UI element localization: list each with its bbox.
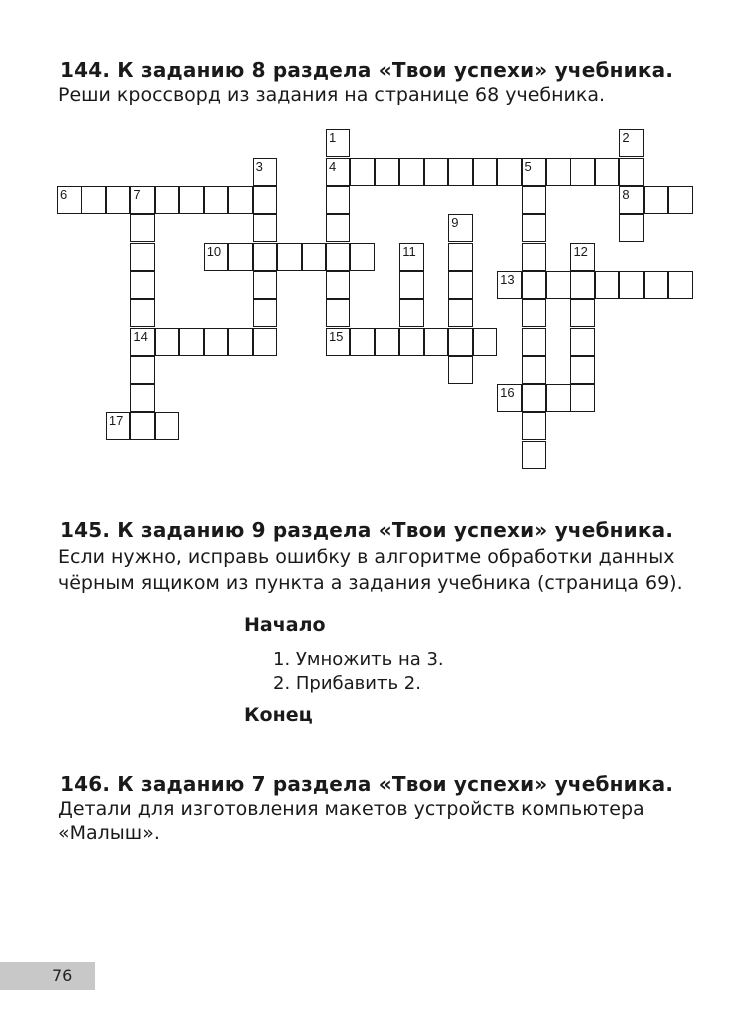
crossword-cell-17[interactable] — [106, 412, 131, 440]
crossword-cell[interactable] — [130, 243, 155, 271]
crossword-cell[interactable] — [522, 328, 547, 356]
crossword-cell[interactable] — [253, 271, 278, 299]
task-144-title: 144. К заданию 8 раздела «Твои успехи» учебника. — [60, 58, 674, 82]
crossword-cell[interactable] — [522, 186, 547, 214]
crossword-cell-16[interactable] — [497, 384, 522, 412]
crossword-cell[interactable] — [130, 356, 155, 384]
crossword-cell[interactable] — [595, 271, 620, 299]
crossword-cell[interactable] — [546, 158, 571, 186]
crossword-cell[interactable] — [399, 158, 424, 186]
crossword-cell[interactable] — [644, 271, 669, 299]
clue-number: 10 — [206, 243, 222, 259]
page-number-bar — [0, 962, 95, 990]
crossword-cell[interactable] — [130, 214, 155, 242]
crossword-cell-9[interactable] — [448, 214, 473, 242]
crossword-cell[interactable] — [326, 299, 351, 327]
clue-number: 4 — [328, 158, 337, 174]
crossword-cell-8[interactable] — [619, 186, 644, 214]
crossword-cell[interactable] — [522, 356, 547, 384]
clue-number: 16 — [500, 385, 515, 401]
crossword-cell[interactable] — [424, 158, 449, 186]
crossword-cell[interactable] — [228, 328, 253, 356]
crossword-cell-1[interactable] — [326, 129, 351, 157]
crossword-cell[interactable] — [619, 158, 644, 186]
crossword-cell[interactable] — [130, 299, 155, 327]
crossword-cell[interactable] — [326, 214, 351, 242]
clue-number: 12 — [573, 243, 588, 259]
clue-number: 9 — [451, 215, 459, 231]
crossword-cell[interactable] — [473, 158, 498, 186]
crossword-cell[interactable] — [155, 186, 180, 214]
crossword-cell[interactable] — [179, 186, 204, 214]
algorithm-start: Начало — [244, 614, 326, 636]
crossword-cell[interactable] — [668, 186, 693, 214]
clue-number: 8 — [622, 187, 630, 202]
task-146-text-line2: «Малыш». — [58, 822, 160, 844]
clue-number: 1 — [328, 130, 337, 146]
crossword-cell-5[interactable] — [522, 158, 547, 186]
crossword-cell[interactable] — [448, 158, 473, 186]
crossword-cell-6[interactable] — [57, 186, 82, 214]
algorithm-step-2: 2. Прибавить 2. — [273, 673, 421, 694]
crossword-cell[interactable] — [448, 299, 473, 327]
crossword-cell[interactable] — [497, 158, 522, 186]
crossword-cell[interactable] — [570, 271, 595, 299]
clue-number: 14 — [133, 328, 148, 344]
task-144-text: Реши кроссворд из задания на странице 68 учебника. — [58, 84, 606, 106]
crossword-cell[interactable] — [179, 328, 204, 356]
crossword-cell[interactable] — [253, 214, 278, 242]
crossword-cell-10[interactable] — [204, 243, 229, 271]
crossword-cell-12[interactable] — [570, 243, 595, 271]
crossword-cell[interactable] — [522, 384, 547, 412]
crossword-cell[interactable] — [424, 328, 449, 356]
crossword-cell[interactable] — [375, 158, 400, 186]
task-145-text-line1: Если нужно, исправь ошибку в алгоритме обработки данных — [58, 546, 675, 568]
task-145-title: 145. К заданию 9 раздела «Твои успехи» учебника. — [60, 518, 674, 542]
clue-number: 2 — [622, 130, 630, 146]
clue-number: 7 — [133, 187, 141, 202]
clue-number: 13 — [500, 271, 515, 287]
crossword-cell[interactable] — [106, 186, 131, 214]
crossword-cell-4[interactable] — [326, 158, 351, 186]
crossword-cell[interactable] — [546, 384, 571, 412]
crossword-cell[interactable] — [130, 384, 155, 412]
crossword-cell[interactable] — [619, 214, 644, 242]
task-145-text-line2: чёрным ящиком из пункта а задания учебника (страница 69). — [58, 572, 683, 594]
algorithm-end: Конец — [244, 704, 313, 726]
crossword-cell-2[interactable] — [619, 129, 644, 157]
clue-number: 17 — [108, 413, 124, 429]
crossword-cell-15[interactable] — [326, 328, 351, 356]
crossword-cell[interactable] — [204, 328, 229, 356]
crossword-cell[interactable] — [522, 271, 547, 299]
crossword-cell[interactable] — [130, 412, 155, 440]
crossword-cell[interactable] — [253, 243, 278, 271]
clue-number: 11 — [402, 243, 416, 259]
crossword-cell[interactable] — [448, 243, 473, 271]
crossword-cell[interactable] — [448, 271, 473, 299]
crossword-cell[interactable] — [546, 271, 571, 299]
crossword-cell[interactable] — [668, 271, 693, 299]
crossword-cell-3[interactable] — [253, 158, 278, 186]
crossword-cell[interactable] — [81, 186, 106, 214]
crossword-cell[interactable] — [155, 412, 180, 440]
page-number: 76 — [52, 966, 73, 985]
crossword-cell[interactable] — [570, 328, 595, 356]
task-146-title: 146. К заданию 7 раздела «Твои успехи» учебника. — [60, 772, 674, 796]
crossword-cell[interactable] — [326, 271, 351, 299]
crossword-cell[interactable] — [595, 158, 620, 186]
crossword-cell[interactable] — [619, 271, 644, 299]
crossword-cell[interactable] — [130, 271, 155, 299]
crossword-cell[interactable] — [448, 356, 473, 384]
crossword-cell[interactable] — [228, 186, 253, 214]
crossword-cell[interactable] — [302, 243, 327, 271]
crossword-cell-14[interactable] — [130, 328, 155, 356]
crossword-cell[interactable] — [253, 186, 278, 214]
crossword-cell[interactable] — [399, 271, 424, 299]
algorithm-step-1: 1. Умножить на 3. — [273, 649, 444, 670]
crossword-cell[interactable] — [473, 328, 498, 356]
crossword-cell[interactable] — [350, 328, 375, 356]
task-146-text-line1: Детали для изготовления макетов устройств компьютера — [58, 798, 645, 820]
crossword-cell[interactable] — [399, 299, 424, 327]
clue-number: 15 — [328, 328, 344, 344]
crossword-cell[interactable] — [375, 328, 400, 356]
crossword-cell[interactable] — [522, 214, 547, 242]
crossword-cell[interactable] — [522, 441, 547, 469]
crossword-cell-7[interactable] — [130, 186, 155, 214]
crossword-cell-11[interactable] — [399, 243, 424, 271]
crossword-cell[interactable] — [522, 299, 547, 327]
crossword-cell[interactable] — [570, 158, 595, 186]
crossword-cell[interactable] — [644, 186, 669, 214]
crossword-cell[interactable] — [326, 243, 351, 271]
crossword-cell-13[interactable] — [497, 271, 522, 299]
crossword-cell[interactable] — [277, 243, 302, 271]
crossword-cell[interactable] — [570, 299, 595, 327]
crossword-cell[interactable] — [253, 328, 278, 356]
crossword-cell[interactable] — [522, 412, 547, 440]
crossword-cell[interactable] — [522, 243, 547, 271]
crossword-cell[interactable] — [448, 328, 473, 356]
crossword-cell[interactable] — [350, 243, 375, 271]
crossword-cell[interactable] — [204, 186, 229, 214]
crossword-cell[interactable] — [350, 158, 375, 186]
crossword-cell[interactable] — [326, 186, 351, 214]
crossword-cell[interactable] — [570, 356, 595, 384]
clue-number: 3 — [255, 158, 263, 174]
crossword-cell[interactable] — [155, 328, 180, 356]
clue-number: 5 — [524, 158, 532, 174]
crossword-grid — [0, 0, 729, 500]
crossword-cell[interactable] — [399, 328, 424, 356]
crossword-cell[interactable] — [570, 384, 595, 412]
clue-number: 6 — [60, 187, 68, 202]
crossword-cell[interactable] — [228, 243, 253, 271]
crossword-cell[interactable] — [253, 299, 278, 327]
